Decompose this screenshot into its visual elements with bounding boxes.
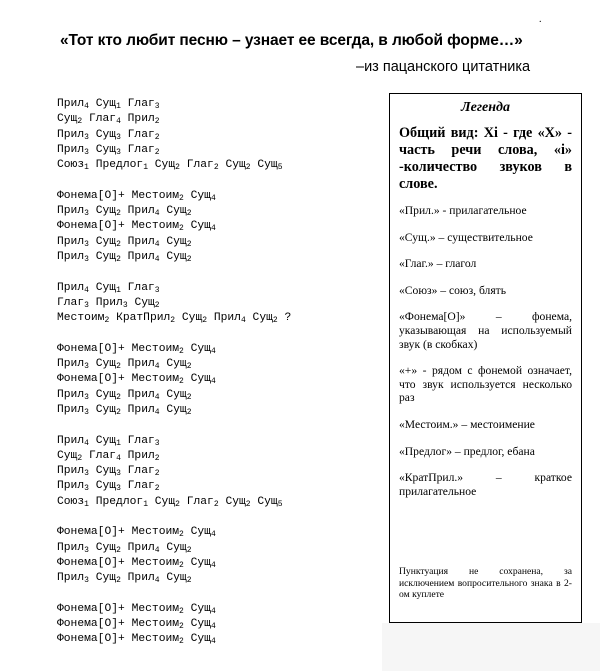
sound-count: 2 — [179, 346, 184, 356]
lyrics-line — [57, 112, 382, 127]
lyrics-token: Сущ — [95, 403, 117, 416]
lyrics-token: Прил — [127, 113, 155, 126]
lyrics-token: Сущ — [257, 495, 278, 508]
lyrics-token: Сущ — [95, 572, 117, 585]
lyrics-line — [57, 617, 382, 632]
lyrics-line — [57, 403, 382, 418]
sound-count: 2 — [154, 469, 160, 479]
sound-count: 4 — [210, 637, 216, 647]
sound-count: 5 — [277, 499, 283, 509]
sound-count: 2 — [186, 362, 192, 372]
lyrics-token: Сущ — [190, 220, 211, 233]
sound-count: 3 — [84, 132, 89, 142]
sound-count: 3 — [84, 576, 89, 586]
lyrics-line — [57, 250, 382, 265]
sound-count: 4 — [154, 209, 160, 219]
sound-count: 2 — [179, 530, 184, 540]
sound-count: 1 — [116, 438, 121, 448]
lyrics-line — [57, 541, 382, 556]
lyrics-line — [57, 357, 382, 372]
sound-count: 3 — [84, 484, 89, 494]
sound-count: 2 — [179, 622, 184, 632]
lyrics-line — [57, 204, 382, 219]
sound-count: 2 — [116, 362, 121, 372]
lyrics-token: Фонема[О]+ Местоим — [57, 556, 180, 569]
sound-count: 2 — [116, 254, 121, 264]
lyrics-line — [57, 388, 382, 403]
sound-count: 2 — [154, 300, 160, 310]
sound-count: 2 — [245, 499, 251, 509]
sound-count: 3 — [84, 147, 89, 157]
lyrics-line — [57, 602, 382, 617]
sound-count: 4 — [84, 102, 89, 111]
lyrics-token: Сущ — [166, 250, 187, 263]
lyrics-token: Сущ — [190, 373, 211, 386]
lyrics-token: Предлог — [95, 495, 144, 508]
sound-count: 2 — [116, 239, 121, 249]
lyrics-token: Прил — [127, 403, 155, 416]
lyrics-token: Прил — [127, 205, 155, 218]
sound-count: 4 — [116, 117, 121, 127]
sound-count: 3 — [154, 102, 160, 111]
lyrics-line — [57, 235, 382, 250]
lyrics-token: Союз — [57, 495, 85, 508]
lyrics-token: Сущ — [190, 342, 211, 355]
legend-box — [389, 93, 582, 623]
sound-count: 4 — [210, 346, 216, 356]
lyrics-line — [57, 464, 382, 479]
lyrics-token: Прил — [57, 235, 85, 248]
lyrics-token: Предлог — [95, 159, 144, 172]
lyrics-line — [57, 372, 382, 387]
lyrics-token: Фонема[О]+ Местоим — [57, 373, 180, 386]
lyrics-token: Сущ — [95, 98, 117, 110]
stanza-gap — [57, 326, 382, 341]
legend-items — [399, 204, 572, 498]
sound-count: 4 — [84, 285, 89, 295]
stanza-gap — [57, 265, 382, 280]
lyrics-token: Сущ — [154, 495, 176, 508]
lyrics-token: Сущ — [225, 159, 246, 172]
lyrics-line — [57, 143, 382, 158]
lyrics-token: Сущ — [190, 526, 211, 539]
stanza-gap — [57, 587, 382, 602]
lyrics-line — [57, 571, 382, 586]
legend-item: «Глаг.» – глагол — [399, 257, 477, 271]
sound-count: 2 — [116, 407, 121, 417]
lyrics-token: Сущ — [95, 281, 117, 294]
sound-count: 4 — [210, 560, 216, 570]
sound-count: 4 — [210, 377, 216, 387]
lyrics-line — [57, 281, 382, 296]
sound-count: 2 — [186, 392, 192, 402]
sound-count: 2 — [116, 392, 121, 402]
lyrics-token: Глаг — [127, 98, 155, 110]
lyrics-token: Фонема[О]+ Местоим — [57, 220, 180, 233]
sound-count: 2 — [186, 209, 192, 219]
lyrics-token: Сущ — [95, 128, 117, 141]
lyrics-token: Сущ — [225, 495, 246, 508]
sound-count: 4 — [154, 576, 160, 586]
sound-count: 3 — [116, 484, 121, 494]
lyrics-token: Глаг — [88, 113, 117, 126]
lyrics-line — [57, 632, 382, 647]
sound-count: 1 — [143, 163, 148, 173]
lyrics-token: Прил — [95, 296, 123, 309]
lyrics-token: Сущ — [95, 235, 117, 248]
sound-count: 3 — [154, 438, 160, 448]
sound-count: 2 — [186, 576, 192, 586]
sound-count: 2 — [175, 163, 180, 173]
lyrics-token: ? — [284, 312, 292, 325]
sound-count: 1 — [143, 499, 148, 509]
legend-item: «Предлог» – предлог, ебана — [399, 444, 535, 458]
sound-count: 2 — [213, 499, 219, 509]
lyrics-token: Прил — [57, 358, 85, 371]
lyrics-token: Фонема[О]+ Местоим — [57, 633, 180, 646]
lyrics-line — [57, 158, 382, 173]
lyrics-token: Сущ — [166, 403, 187, 416]
lyrics-token: Союз — [57, 159, 85, 172]
sound-count: 3 — [84, 254, 89, 264]
lyrics-line — [57, 296, 382, 311]
lyrics-token: Сущ — [95, 388, 117, 401]
sound-count: 2 — [186, 545, 192, 555]
lyrics-token: Прил — [57, 465, 85, 478]
sound-count: 1 — [116, 102, 121, 111]
lyrics-token: Прил — [57, 572, 85, 585]
lyrics-token: Глаг — [127, 480, 155, 493]
sound-count: 1 — [116, 285, 121, 295]
stanza-gap — [57, 173, 382, 188]
lyrics-token: Фонема[О]+ Местоим — [57, 618, 180, 631]
sound-count: 3 — [154, 285, 160, 295]
lyrics-line — [57, 449, 382, 464]
lyrics-line — [57, 189, 382, 204]
lyrics-token: Глаг — [127, 143, 155, 156]
lyrics-token: Прил — [57, 541, 85, 554]
sound-count: 3 — [84, 469, 89, 479]
lyrics-token: Прил — [57, 480, 85, 493]
lyrics-line — [57, 479, 382, 494]
lyrics-token: Прил — [57, 403, 85, 416]
sound-count: 3 — [84, 407, 89, 417]
sound-count: 2 — [186, 239, 192, 249]
sound-count: 2 — [175, 499, 180, 509]
sound-count: 4 — [154, 362, 160, 372]
lyrics-token: Прил — [127, 541, 155, 554]
sound-count: 2 — [186, 407, 192, 417]
lyrics-token: Сущ — [190, 633, 211, 646]
lyrics-token: Сущ — [154, 159, 176, 172]
sound-count: 2 — [154, 484, 160, 494]
lyrics-token: Сущ — [134, 296, 155, 309]
lyrics-token: Сущ — [257, 159, 278, 172]
lyrics-token: Прил — [57, 434, 85, 447]
lyrics-token: Сущ — [57, 449, 78, 462]
lyrics-token: Прил — [127, 358, 155, 371]
lyrics-token: Сущ — [190, 602, 211, 615]
lyrics-token: Фонема[О]+ Местоим — [57, 526, 180, 539]
lyrics-token: Прил — [57, 205, 85, 218]
sound-count: 3 — [84, 300, 89, 310]
lyrics-token: Сущ — [95, 358, 117, 371]
sound-count: 5 — [277, 163, 283, 173]
sound-count: 2 — [77, 453, 83, 463]
legend-item: «Местоим.» – местоимение — [399, 417, 535, 431]
sound-count: 3 — [116, 469, 121, 479]
sound-count: 2 — [170, 316, 176, 326]
lyrics-token: Фонема[О]+ Местоим — [57, 342, 180, 355]
lyrics-token: Сущ — [252, 312, 273, 325]
legend-item: «Союз» – союз, блять — [399, 283, 507, 297]
sound-count: 2 — [154, 117, 160, 127]
lyrics-token: Прил — [57, 388, 85, 401]
lyrics-line — [57, 525, 382, 540]
lyrics-line — [57, 128, 382, 143]
lyrics-token: Прил — [127, 449, 155, 462]
sound-count: 2 — [154, 453, 160, 463]
sound-count: 2 — [154, 147, 160, 157]
legend-heading: Легенда — [461, 100, 510, 115]
legend-item: «+» - рядом с фонемой означает, что звук используется несколько раз — [399, 364, 572, 405]
legend-item: «Фонема[О]» – фонема, указывающая на используемый звук (в скобках) — [399, 310, 572, 351]
lyrics-token: Сущ — [95, 465, 117, 478]
stanza-gap — [57, 418, 382, 433]
lyrics-token: Сущ — [57, 113, 78, 126]
lyrics-token: Глаг — [127, 128, 155, 141]
lyrics-token: Сущ — [190, 556, 211, 569]
sound-count: 3 — [84, 392, 89, 402]
lyrics-line — [57, 434, 382, 449]
lyrics-token: Глаг — [127, 465, 155, 478]
lyrics-token: Прил — [57, 143, 85, 156]
sound-count: 2 — [202, 316, 208, 326]
lyrics-line — [57, 495, 382, 510]
sound-count: 4 — [210, 193, 216, 203]
song-structure — [57, 97, 382, 648]
lyrics-token: Прил — [127, 572, 155, 585]
sound-count: 4 — [84, 438, 89, 448]
lyrics-token: Прил — [57, 250, 85, 263]
lyrics-token: Прил — [127, 235, 155, 248]
sound-count: 2 — [179, 377, 184, 387]
lyrics-token: Сущ — [166, 235, 187, 248]
lyrics-token: Сущ — [95, 541, 117, 554]
lyrics-token: Сущ — [166, 541, 187, 554]
sound-count: 4 — [154, 545, 160, 555]
sound-count: 2 — [77, 117, 83, 127]
lyrics-token: Сущ — [181, 312, 203, 325]
lyrics-token: Глаг — [57, 296, 85, 309]
legend-item: «КратПрил.» – краткое прилагательное — [399, 471, 572, 498]
sound-count: 2 — [179, 560, 184, 570]
sound-count: 4 — [154, 407, 160, 417]
lyrics-token: Фонема[О]+ Местоим — [57, 189, 180, 202]
sound-count: 2 — [272, 316, 278, 326]
sound-count: 3 — [116, 132, 121, 142]
lyrics-token: Сущ — [95, 205, 117, 218]
lyrics-line — [57, 97, 382, 112]
sound-count: 4 — [154, 254, 160, 264]
legend-item: «Прил.» - прилагательное — [399, 204, 527, 217]
sound-count: 3 — [84, 239, 89, 249]
sound-count: 1 — [84, 163, 89, 173]
sound-count: 3 — [116, 147, 121, 157]
lyrics-token: Прил — [127, 250, 155, 263]
lyrics-token: Прил — [57, 128, 85, 141]
sound-count: 3 — [84, 209, 89, 219]
sound-count: 2 — [179, 637, 184, 647]
lyrics-token: Сущ — [166, 388, 187, 401]
sound-count: 2 — [104, 316, 110, 326]
sound-count: 4 — [210, 606, 216, 616]
epigraph-attribution: –из пацанского цитатника — [356, 59, 531, 75]
legend-item: «Сущ.» – существительное — [399, 230, 533, 244]
lyrics-token: Прил — [127, 388, 155, 401]
lyrics-token: Сущ — [95, 250, 117, 263]
sound-count: 2 — [179, 193, 184, 203]
lyrics-token: Прил — [57, 98, 85, 110]
lyrics-token: Глаг — [127, 281, 155, 294]
sound-count: 4 — [116, 453, 121, 463]
lyrics-token: Сущ — [166, 572, 187, 585]
sound-count: 4 — [210, 530, 216, 540]
footer-shade — [382, 623, 600, 671]
sound-count: 2 — [179, 606, 184, 616]
lyrics-token: Сущ — [190, 189, 211, 202]
sound-count: 4 — [154, 392, 160, 402]
sound-count: 1 — [84, 499, 89, 509]
lyrics-token: Сущ — [166, 205, 187, 218]
lyrics-line — [57, 342, 382, 357]
lyrics-token: Сущ — [166, 358, 187, 371]
legend-general-form: Общий вид: Xi - где «X» - часть речи слова, «i» -количество звуков в слове. — [399, 125, 572, 192]
sound-count: 4 — [210, 622, 216, 632]
lyrics-token: Сущ — [95, 480, 117, 493]
sound-count: 2 — [245, 163, 251, 173]
lyrics-token: Местоим — [57, 312, 105, 325]
lyrics-token: Глаг — [186, 495, 214, 508]
lyrics-token: Прил — [213, 312, 241, 325]
sound-count: 4 — [154, 239, 160, 249]
epigraph-title: «Тот кто любит песню – узнает ее всегда, в любой форме…» — [60, 32, 523, 49]
lyrics-line — [57, 556, 382, 571]
lyrics-token: Прил — [57, 281, 85, 294]
sound-count: 2 — [116, 545, 121, 555]
sound-count: 2 — [116, 209, 121, 219]
sound-count: 3 — [122, 300, 128, 310]
sound-count: 4 — [210, 224, 216, 234]
sound-count: 2 — [154, 132, 160, 142]
lyrics-line — [57, 311, 382, 326]
lyrics-token: Сущ — [190, 618, 211, 631]
sound-count: 2 — [213, 163, 219, 173]
lyrics-token: Глаг — [88, 449, 117, 462]
stanza-gap — [57, 510, 382, 525]
lyrics-token: Глаг — [186, 159, 214, 172]
lyrics-line — [57, 219, 382, 234]
legend-note: Пунктуация не сохранена, за исключением вопросительного знака в 2-ом куплете — [399, 566, 572, 601]
stray-dot: . — [539, 14, 542, 25]
sound-count: 3 — [84, 545, 89, 555]
sound-count: 4 — [240, 316, 246, 326]
sound-count: 2 — [116, 576, 121, 586]
lyrics-token: Фонема[О]+ Местоим — [57, 602, 180, 615]
lyrics-token: Сущ — [95, 143, 117, 156]
lyrics-token: Сущ — [95, 434, 117, 447]
sound-count: 2 — [186, 254, 192, 264]
sound-count: 2 — [179, 224, 184, 234]
lyrics-token: КратПрил — [116, 312, 171, 325]
sound-count: 3 — [84, 362, 89, 372]
lyrics-token: Глаг — [127, 434, 155, 447]
